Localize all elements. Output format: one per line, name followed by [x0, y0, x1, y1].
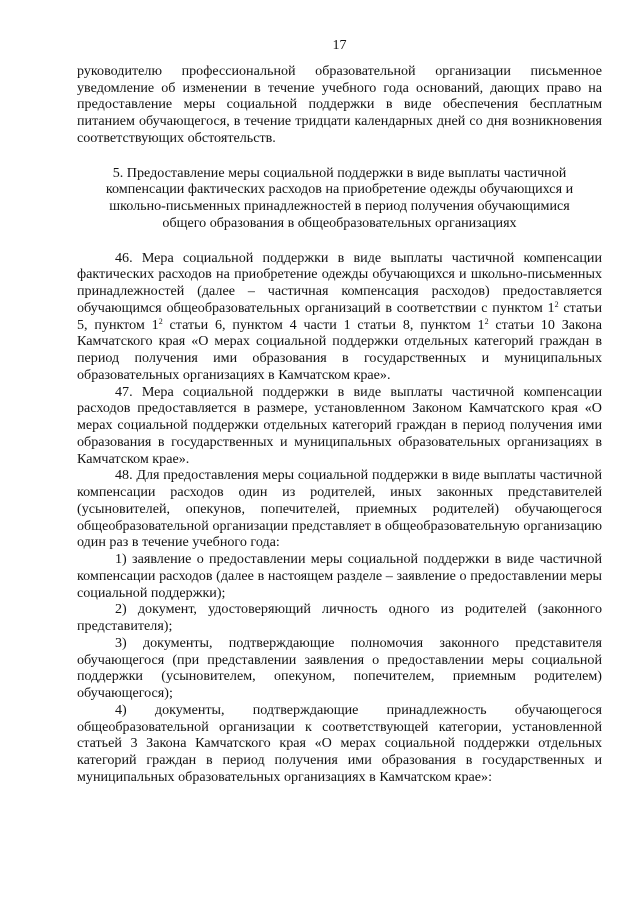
list-item: 1) заявление о предоставлении меры социальной поддержки в виде частичной компенсации расходов (далее в настоящем разделе – заявление о предоставлении меры социальной поддержки); [77, 551, 602, 601]
p46-text-3: статьи 6, пунктом 4 части 1 статьи 8, пунктом 1 [162, 316, 485, 333]
section-heading: 5. Предоставление меры социальной поддержки в виде выплаты частичной компенсации фактических расходов на приобретение одежды обучающихся и школьно-письменных принадлежностей в период получения обучающимися общего образования в общеобразовательных организациях [105, 164, 574, 231]
p46-text-1: 46. Мера социальной поддержки в виде выплаты частичной компенсации фактических расходов на приобретение одежды обучающихся и школьно-письменных принадлежностей (далее – частичная компенсация расходов) предоставляется обучающимся общеобразовательных организаций в соответствии с пунктом 1 [77, 249, 602, 316]
p46-text-2: статьи 5, пунктом 1 [77, 299, 602, 333]
paragraph-47: 47. Мера социальной поддержки в виде выплаты частичной компенсации расходов предоставляется в размере, установленном Законом Камчатского края «О мерах социальной поддержки отдельных категорий граждан в период получения ими образования в государственных и муниципальных образовательных организациях в Камчатском крае». [77, 383, 602, 467]
paragraph-46 [77, 250, 602, 384]
page-number: 17 [332, 37, 347, 53]
list-item: 4) документы, подтверждающие принадлежность обучающегося общеобразовательной организации к соответствующей категории, установленной статьей 3 Закона Камчатского края «О мерах социальной поддержки отдельных категорий граждан в период получения ими образования в государственных и муниципальных образовательных организациях в Камчатском крае»: [77, 701, 602, 785]
p46-sup-1: 2 [554, 299, 559, 309]
intro-paragraph: руководителю профессиональной образовательной организации письменное уведомление об изменении в течение учебного года оснований, дающих право на предоставление меры социальной поддержки в виде обеспечения бесплатным питанием обучающегося, в течение тридцати календарных дней со дня возникновения соответствующих обстоятельств. [77, 62, 602, 146]
list-item: 2) документ, удостоверяющий личность одного из родителей (законного представителя); [77, 601, 602, 635]
paragraph-48: 48. Для предоставления меры социальной поддержки в виде выплаты частичной компенсации расходов один из родителей, иных законных представителей (усыновителей, опекунов, попечителей, приемных родителей) обучающегося общеобразовательной организации представляет в общеобразовательную организацию один раз в течение учебного года: [77, 467, 602, 551]
list-item: 3) документы, подтверждающие полномочия законного представителя обучающегося (при представлении заявления о предоставлении меры социальной поддержки (усыновителем, опекуном, попечителем, приемным родителем) обучающегося); [77, 634, 602, 702]
p46-sup-2: 2 [158, 316, 163, 326]
p46-sup-3: 2 [484, 316, 489, 326]
p46-text-4: статьи 10 Закона Камчатского края «О мерах социальной поддержки отдельных категорий граждан в период получения ими образования в государственных и муниципальных образовательных организациях в Камчатском крае». [77, 316, 602, 383]
